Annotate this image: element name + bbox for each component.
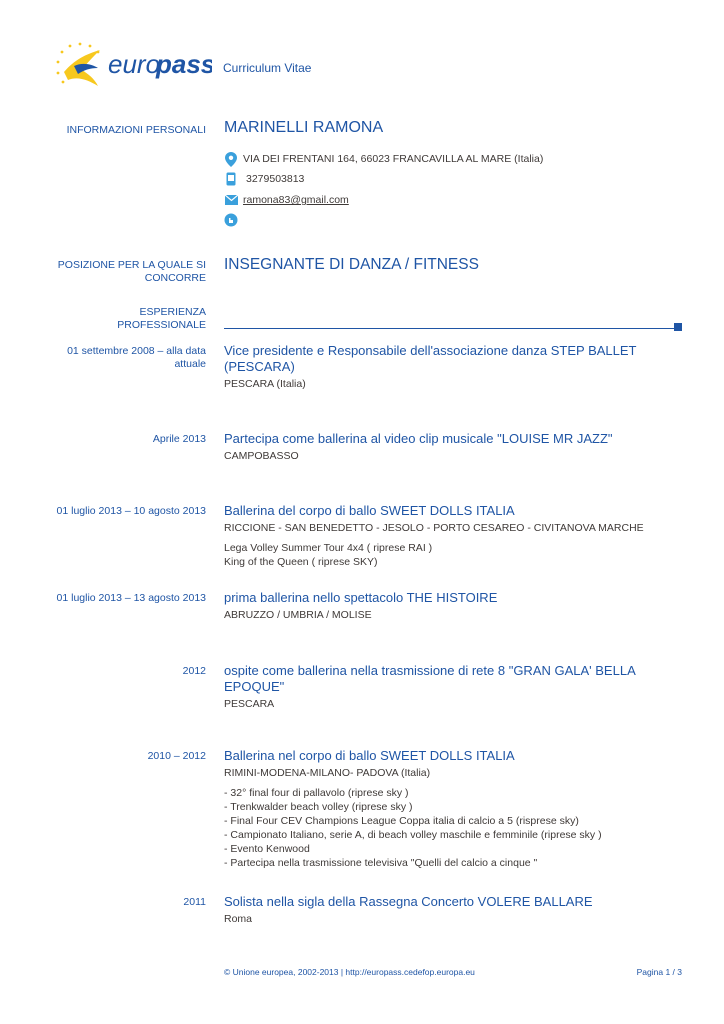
entry-place: RICCIONE - SAN BENEDETTO - JESOLO - PORTO CESAREO - CIVITANOVA MARCHE xyxy=(224,522,644,534)
section-divider xyxy=(224,328,678,329)
experience-entry xyxy=(224,663,644,711)
entry-title: Ballerina nel corpo di ballo SWEET DOLLS ITALIA xyxy=(224,748,515,763)
full-name: MARINELLI RAMONA xyxy=(224,119,384,136)
entry-title: ospite come ballerina nella trasmissione di rete 8 "GRAN GALA' BELLA EPOQUE" xyxy=(224,663,636,694)
phone-text: 3279503813 xyxy=(246,173,305,185)
entry-place: Roma xyxy=(224,913,253,925)
entry-details: Lega Volley Summer Tour 4x4 ( riprese RAI ) King of the Queen ( riprese SKY) xyxy=(224,542,433,568)
europass-logo xyxy=(52,42,212,90)
entry-details: - 32° final four di pallavolo (riprese sky ) - Trenkwalder beach volley (riprese sky ) - Final Four CEV Champions League Coppa italia di calcio a 5 (risprese sky) - Campionato Italiano, serie A, di beach volley maschile e femminile (riprese sky ) - Evento Kenwood - Partecipa nella trasmissione televisiva "Quelli del calcio a cinque " xyxy=(224,787,602,869)
entry-place: ABRUZZO / UMBRIA / MOLISE xyxy=(224,609,372,621)
location-pin-icon xyxy=(224,151,238,167)
entry-place: PESCARA xyxy=(224,698,275,710)
experience-entry xyxy=(224,503,680,569)
hand-pointer-icon xyxy=(224,212,238,228)
entry-title: Solista nella sigla della Rassegna Concerto VOLERE BALLARE xyxy=(224,894,593,909)
personal-info-label: INFORMAZIONI PERSONALI xyxy=(66,124,206,136)
page-number: Pagina 1 / 3 xyxy=(636,967,682,977)
svg-text:pass: pass xyxy=(156,49,212,79)
position-value: INSEGNANTE DI DANZA / FITNESS xyxy=(224,256,479,273)
position-label: POSIZIONE PER LA QUALE SI CONCORRE xyxy=(57,259,206,284)
entry-date: 2011 xyxy=(183,896,206,908)
phone-row xyxy=(224,171,304,187)
entry-date: 2012 xyxy=(182,665,206,677)
envelope-icon xyxy=(224,192,238,208)
entry-title: prima ballerina nello spettacolo THE HISTOIRE xyxy=(224,590,498,605)
experience-entry xyxy=(224,343,680,391)
entry-place: RIMINI-MODENA-MILANO- PADOVA (Italia) xyxy=(224,767,431,779)
entry-date: 01 settembre 2008 – alla data attuale xyxy=(67,345,206,370)
experience-entry xyxy=(224,431,680,463)
entry-date: 01 luglio 2013 – 13 agosto 2013 xyxy=(56,592,206,604)
entry-title: Ballerina del corpo di ballo SWEET DOLLS ITALIA xyxy=(224,503,515,518)
entry-title: Vice presidente e Responsabile dell'associazione danza STEP BALLET (PESCARA) xyxy=(224,343,637,374)
address-row xyxy=(224,151,543,167)
email-row[interactable] xyxy=(224,192,349,208)
experience-entry xyxy=(224,748,680,870)
entry-place: PESCARA (Italia) xyxy=(224,378,306,390)
svg-text:euro: euro xyxy=(108,49,161,79)
document-type: Curriculum Vitae xyxy=(223,61,312,75)
entry-date: 01 luglio 2013 – 10 agosto 2013 xyxy=(56,505,206,517)
entry-title: Partecipa come ballerina al video clip musicale "LOUISE MR JAZZ" xyxy=(224,431,613,446)
experience-label: ESPERIENZA PROFESSIONALE xyxy=(117,306,206,331)
experience-entry xyxy=(224,590,680,622)
experience-entry xyxy=(224,894,680,926)
entry-place: CAMPOBASSO xyxy=(224,450,299,462)
section-divider-marker xyxy=(674,323,682,331)
address-text: VIA DEI FRENTANI 164, 66023 FRANCAVILLA AL MARE (Italia) xyxy=(243,153,544,165)
email-link[interactable]: ramona83@gmail.com xyxy=(243,194,349,206)
entry-date: 2010 – 2012 xyxy=(147,750,206,762)
mobile-phone-icon xyxy=(224,171,238,187)
entry-date: Aprile 2013 xyxy=(152,433,206,445)
footer-copyright[interactable]: © Unione europea, 2002-2013 | http://europass.cedefop.europa.eu xyxy=(224,967,475,977)
social-row xyxy=(224,212,238,228)
